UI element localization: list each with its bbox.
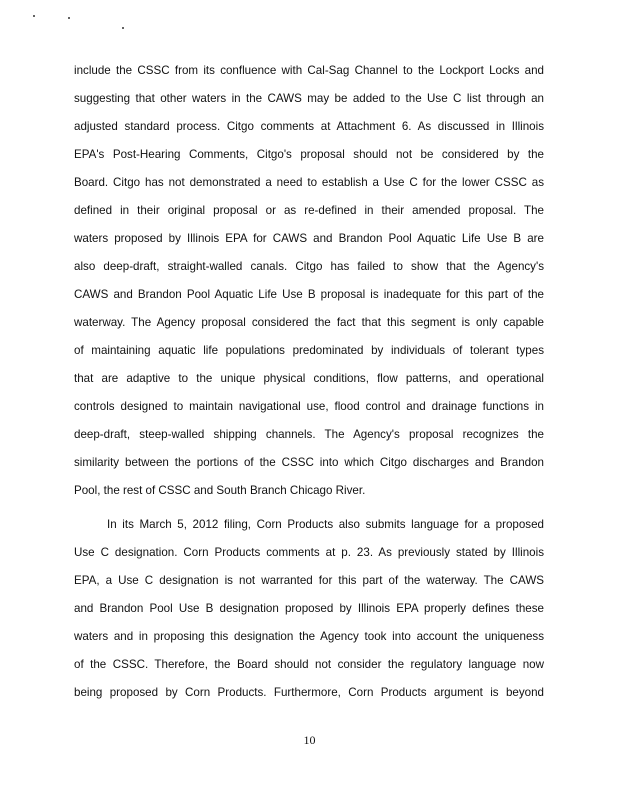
text-line: EPA, a Use C designation is not warranted for this part of the waterway. The CAWS <box>74 574 544 587</box>
scan-speck <box>68 17 70 19</box>
text-line: controls designed to maintain navigational use, flood control and drainage functions in <box>74 400 544 413</box>
text-line: of the CSSC. Therefore, the Board should not consider the regulatory language now <box>74 658 544 671</box>
text-line: that are adaptive to the unique physical conditions, flow patterns, and operational <box>74 372 544 385</box>
text-line: deep-draft, steep-walled shipping channels. The Agency's proposal recognizes the <box>74 428 544 441</box>
text-line: adjusted standard process. Citgo comments at Attachment 6. As discussed in Illinois <box>74 120 544 133</box>
text-line: waters proposed by Illinois EPA for CAWS and Brandon Pool Aquatic Life Use B are <box>74 232 544 245</box>
text-line: Pool, the rest of CSSC and South Branch Chicago River. <box>74 484 366 497</box>
text-line: being proposed by Corn Products. Furthermore, Corn Products argument is beyond <box>74 686 544 699</box>
scan-speck <box>33 15 35 17</box>
text-line: CAWS and Brandon Pool Aquatic Life Use B proposal is inadequate for this part of the <box>74 288 544 301</box>
text-line: defined in their original proposal or as re-defined in their amended proposal. The <box>74 204 544 217</box>
page-number: 10 <box>303 733 316 747</box>
text-line: suggesting that other waters in the CAWS may be added to the Use C list through an <box>74 92 544 105</box>
text-line: Board. Citgo has not demonstrated a need to establish a Use C for the lower CSSC as <box>74 176 544 189</box>
text-line: also deep-draft, straight-walled canals. Citgo has failed to show that the Agency's <box>74 260 544 273</box>
scan-speck <box>122 27 124 29</box>
text-line: and Brandon Pool Use B designation proposed by Illinois EPA properly defines these <box>74 602 544 615</box>
text-line: of maintaining aquatic life populations predominated by individuals of tolerant types <box>74 344 544 357</box>
text-line: Use C designation. Corn Products comments at p. 23. As previously stated by Illinois <box>74 546 544 559</box>
text-line: include the CSSC from its confluence with Cal-Sag Channel to the Lockport Locks and <box>74 64 544 77</box>
text-line: EPA's Post-Hearing Comments, Citgo's proposal should not be considered by the <box>74 148 544 161</box>
text-line: similarity between the portions of the CSSC into which Citgo discharges and Brandon <box>74 456 544 469</box>
text-line: waters and in proposing this designation the Agency took into account the uniqueness <box>74 630 544 643</box>
text-line: In its March 5, 2012 filing, Corn Products also submits language for a proposed <box>107 518 544 531</box>
text-line: waterway. The Agency proposal considered the fact that this segment is only capable <box>74 316 544 329</box>
